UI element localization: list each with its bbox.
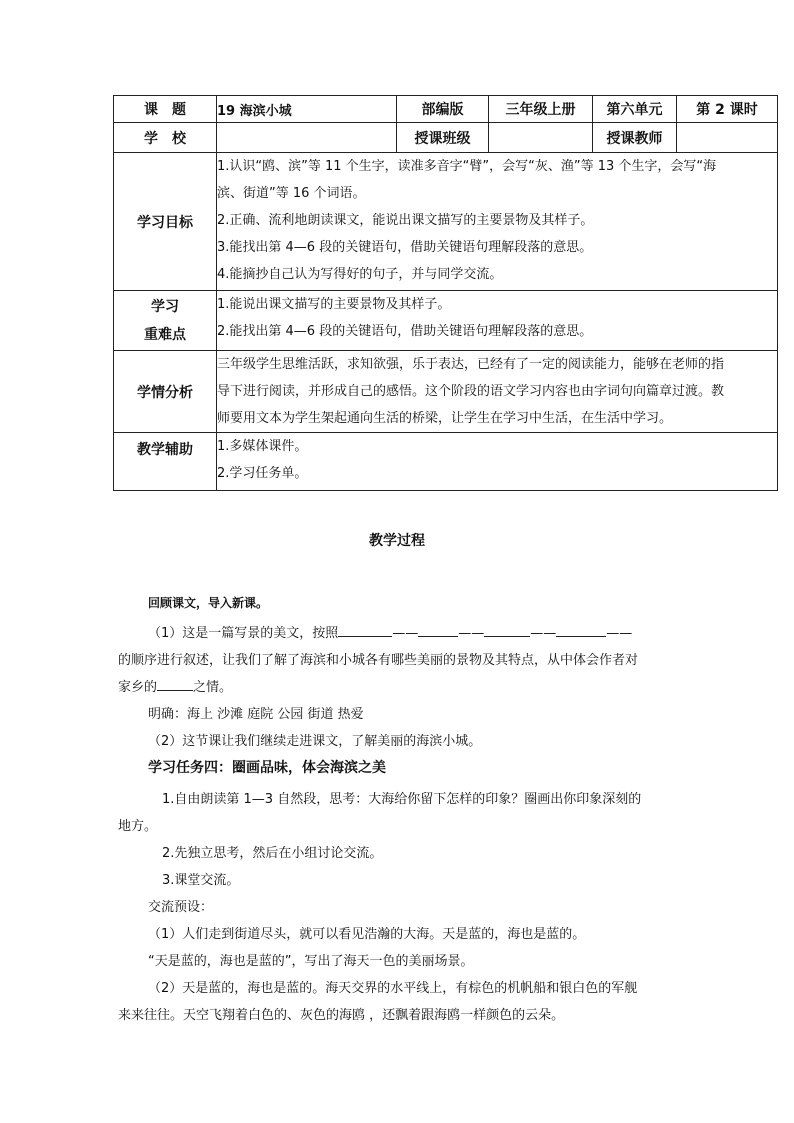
question-1-line3-b: 之情。 [193,680,233,695]
question-1-text: （1）这是一篇写景的美文，按照 [148,626,339,641]
unit: 第六单元 [593,96,677,123]
lesson-period: 第 2 课时 [677,96,778,123]
class-label: 授课班级 [397,123,489,153]
goal-line: 2.正确、流利地朗读课文，能说出课文描写的主要景物及其样子。 [217,213,594,228]
goal-line: 滨、街道”等 16 个词语。 [217,186,366,201]
question-1-line3-a: 家乡的 [118,680,158,695]
review-heading: 回顾课文，导入新课。 [148,596,269,610]
class-value [489,123,593,153]
key-points-label [114,291,217,351]
grade: 三年级上册 [489,96,593,123]
question-1-line3 [118,676,232,695]
key-points-content [217,291,778,351]
step-3: 3.课堂交流。 [162,873,240,888]
aids-content [217,433,778,491]
row-school [114,123,778,153]
fill-blank [484,622,530,637]
teacher-label: 授课教师 [593,123,677,153]
dash-sep: —— [530,626,557,641]
key-line: 1.能说出课文描写的主要景物及其样子。 [217,297,451,312]
aid-line: 2.学习任务单。 [217,466,308,481]
key-line: 2.能找出第 4—6 段的关键语句，借助关键语句理解段落的意思。 [217,324,593,339]
key-label-line2: 重难点 [144,326,186,343]
question-1-line1 [148,622,632,641]
school-label: 学 校 [114,123,217,153]
preset-1: （1）人们走到街道尽头，就可以看见浩瀚的大海。天是蓝的，海也是蓝的。 [148,927,586,942]
topic-label: 课 题 [114,96,217,123]
edition: 部编版 [397,96,489,123]
row-key-points [114,291,778,351]
step-1-line1: 1.自由朗读第 1—3 自然段，思考：大海给你留下怎样的印象？圈画出你印象深刻的 [162,792,642,807]
fill-blank [157,676,193,691]
fill-blank [556,622,606,637]
analysis-line: 师要用文本为学生架起通向生活的桥梁，让学生在学习中生活，在生活中学习。 [217,411,673,426]
lesson-info-table [113,95,778,491]
aid-line: 1.多媒体课件。 [217,439,308,454]
goal-line: 4.能摘抄自己认为写得好的句子，并与同学交流。 [217,267,503,282]
goal-line: 1.认识“鸥、滨”等 11 个生字，读准多音字“臂”，会写“灰、渔”等 13 个生字，会写“海 [217,159,717,174]
question-2: （2）这节课让我们继续走进课文，了解美丽的海滨小城。 [148,734,482,749]
analysis-line: 导下进行阅读，并形成自己的感悟。这个阶段的语文学习内容也由字词句向篇章过渡。教 [217,384,725,399]
dash-sep: —— [458,626,485,641]
question-1-line2: 的顺序进行叙述，让我们了解了海滨和小城各有哪些美丽的景物及其特点，从中体会作者对 [118,653,639,668]
preset-2-line1: （2）天是蓝的，海也是蓝的。海天交界的水平线上，有棕色的机帆船和银白色的军舰 [148,981,638,996]
teacher-value [677,123,778,153]
goals-content [217,153,778,291]
goal-line: 3.能找出第 4—6 段的关键语句，借助关键语句理解段落的意思。 [217,240,593,255]
task-4-heading: 学习任务四：圈画品味，体会海滨之美 [148,760,386,776]
analysis-line: 三年级学生思维活跃，求知欲强，乐于表达，已经有了一定的阅读能力，能够在老师的指 [217,357,725,372]
school-value [217,123,397,153]
preset-1-note: “天是蓝的，海也是蓝的”，写出了海天一色的美丽场景。 [148,954,474,969]
preset-label: 交流预设： [148,900,214,915]
dash-sep: —— [606,626,633,641]
key-label-line1: 学习 [151,298,179,315]
analysis-content [217,351,778,433]
preset-2-line2: 来来往往。天空飞翔着白色的、灰色的海鸥 ，还飘着跟海鸥一样颜色的云朵。 [118,1008,565,1023]
answer-line: 明确：海上 沙滩 庭院 公园 街道 热爱 [148,707,364,722]
step-1-line2: 地方。 [118,819,158,834]
row-aids [114,433,778,491]
fill-blank [338,622,392,637]
step-2: 2.先独立思考，然后在小组讨论交流。 [162,846,383,861]
fill-blank [418,622,458,637]
row-goals [114,153,778,291]
lesson-title: 19 海滨小城 [217,96,397,123]
goals-label: 学习目标 [114,153,217,291]
row-topic [114,96,778,123]
teaching-process-title: 教学过程 [369,533,425,549]
analysis-label: 学情分析 [114,351,217,433]
row-analysis [114,351,778,433]
aids-label: 教学辅助 [114,433,217,491]
dash-sep: —— [392,626,419,641]
